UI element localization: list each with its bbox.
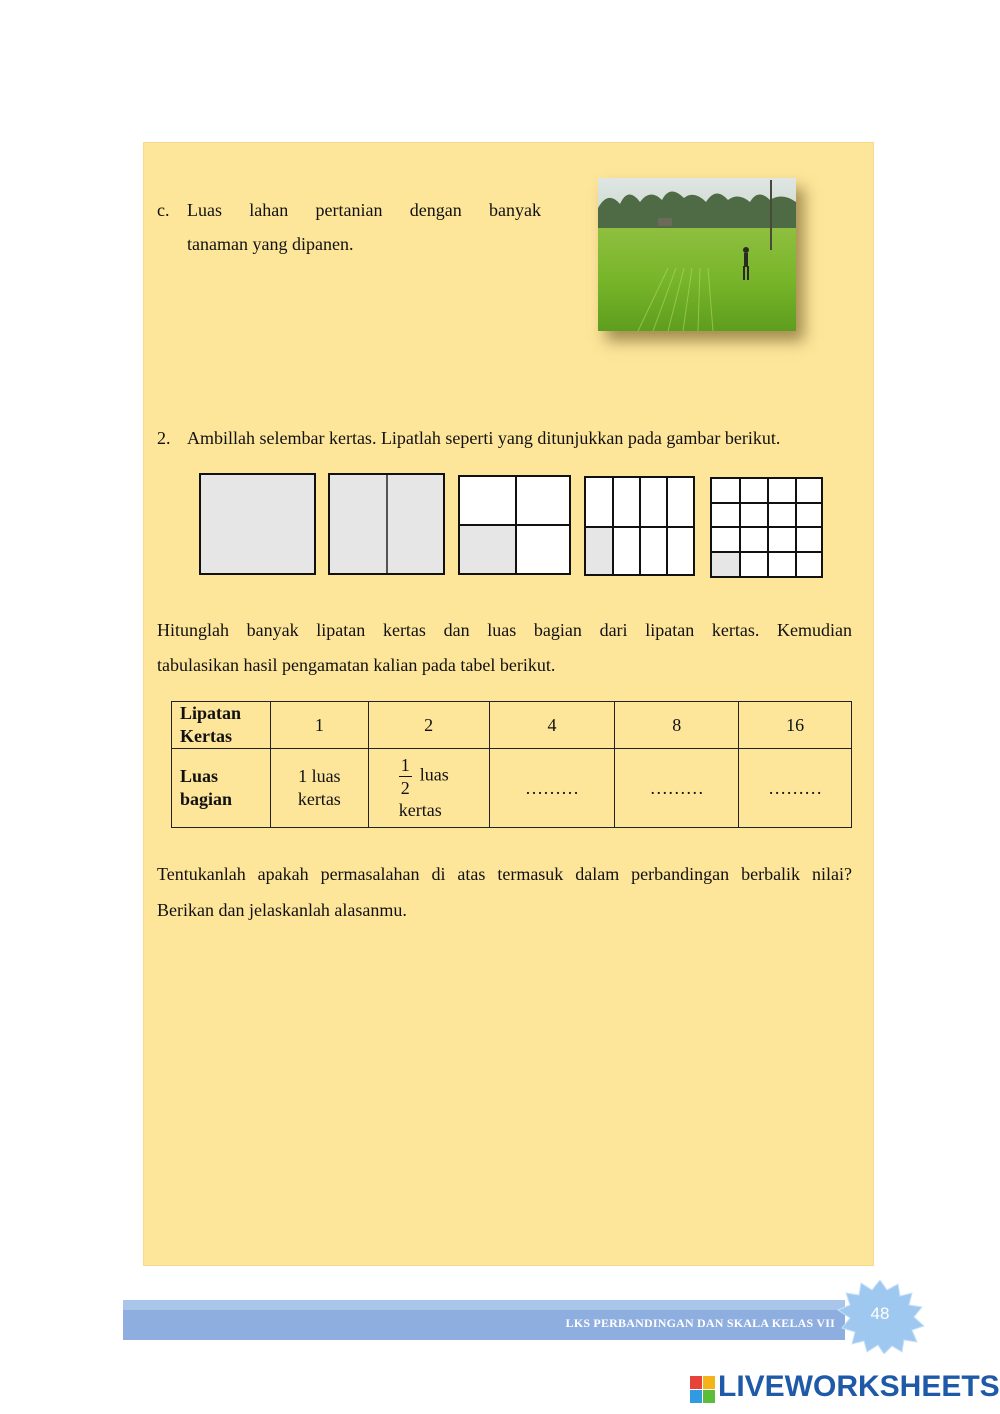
table-header-cell: [172, 749, 271, 828]
area-text: 1 luas: [298, 766, 341, 786]
answer-blank-cell[interactable]: ………: [615, 749, 739, 828]
fold-diagram-4: [458, 475, 571, 575]
fold-count-cell: 1: [270, 702, 368, 749]
footer-bar-light: [123, 1300, 845, 1310]
area-text: luas: [419, 764, 449, 785]
answer-blank-cell[interactable]: ………: [739, 749, 852, 828]
fold-diagram-16: [710, 477, 823, 578]
liveworksheets-brand[interactable]: LIVEWORKSHEETS: [718, 1370, 1000, 1403]
item-2-number: 2.: [157, 428, 171, 448]
footer-title: LKS PERBANDINGAN DAN SKALA KELAS VII: [565, 1316, 835, 1330]
rice-field-photo: [598, 178, 796, 331]
fraction-numerator: 1: [400, 755, 410, 775]
table-row: [172, 749, 852, 828]
item-c-line2: tanaman yang dipanen.: [187, 234, 354, 254]
fold-table: [171, 701, 852, 828]
header-bagian: bagian: [180, 789, 233, 809]
table-row: [172, 702, 852, 749]
area-text: kertas: [297, 789, 341, 809]
area-cell: [270, 749, 368, 828]
question-line2: Berikan dan jelaskanlah alasanmu.: [157, 900, 407, 920]
fold-diagram-2: [328, 473, 445, 575]
fraction-half: [399, 754, 412, 799]
table-header-cell: [172, 702, 271, 749]
item-c-line1: Luas lahan pertanian dengan banyak: [187, 200, 541, 220]
header-luas: Luas: [180, 766, 219, 786]
item-2-text: Ambillah selembar kertas. Lipatlah seperti yang ditunjukkan pada gambar berikut.: [187, 428, 781, 448]
fold-diagram-1: [199, 473, 316, 575]
liveworksheets-logo-icon: [690, 1376, 716, 1404]
question-line1: Tentukanlah apakah permasalahan di atas termasuk dalam perbandingan berbalik nilai?: [157, 864, 852, 884]
page-number: 48: [870, 1304, 890, 1323]
instructions-line2: tabulasikan hasil pengamatan kalian pada tabel berikut.: [157, 655, 556, 675]
header-kertas: Kertas: [180, 726, 232, 746]
fold-count-cell: 16: [739, 702, 852, 749]
fraction-denominator: 2: [400, 778, 410, 798]
fold-count-cell: 8: [615, 702, 739, 749]
instructions-line1: Hitunglah banyak lipatan kertas dan luas bagian dari lipatan kertas. Kemudian: [157, 620, 852, 640]
area-cell-half: [368, 749, 489, 828]
answer-blank-cell[interactable]: ………: [489, 749, 615, 828]
area-text: kertas: [398, 800, 442, 820]
fold-count-cell: 4: [489, 702, 615, 749]
fold-count-cell: 2: [368, 702, 489, 749]
fold-diagram-8: [584, 476, 695, 576]
header-lipatan: Lipatan: [180, 703, 242, 723]
item-c-letter: c.: [157, 200, 170, 220]
